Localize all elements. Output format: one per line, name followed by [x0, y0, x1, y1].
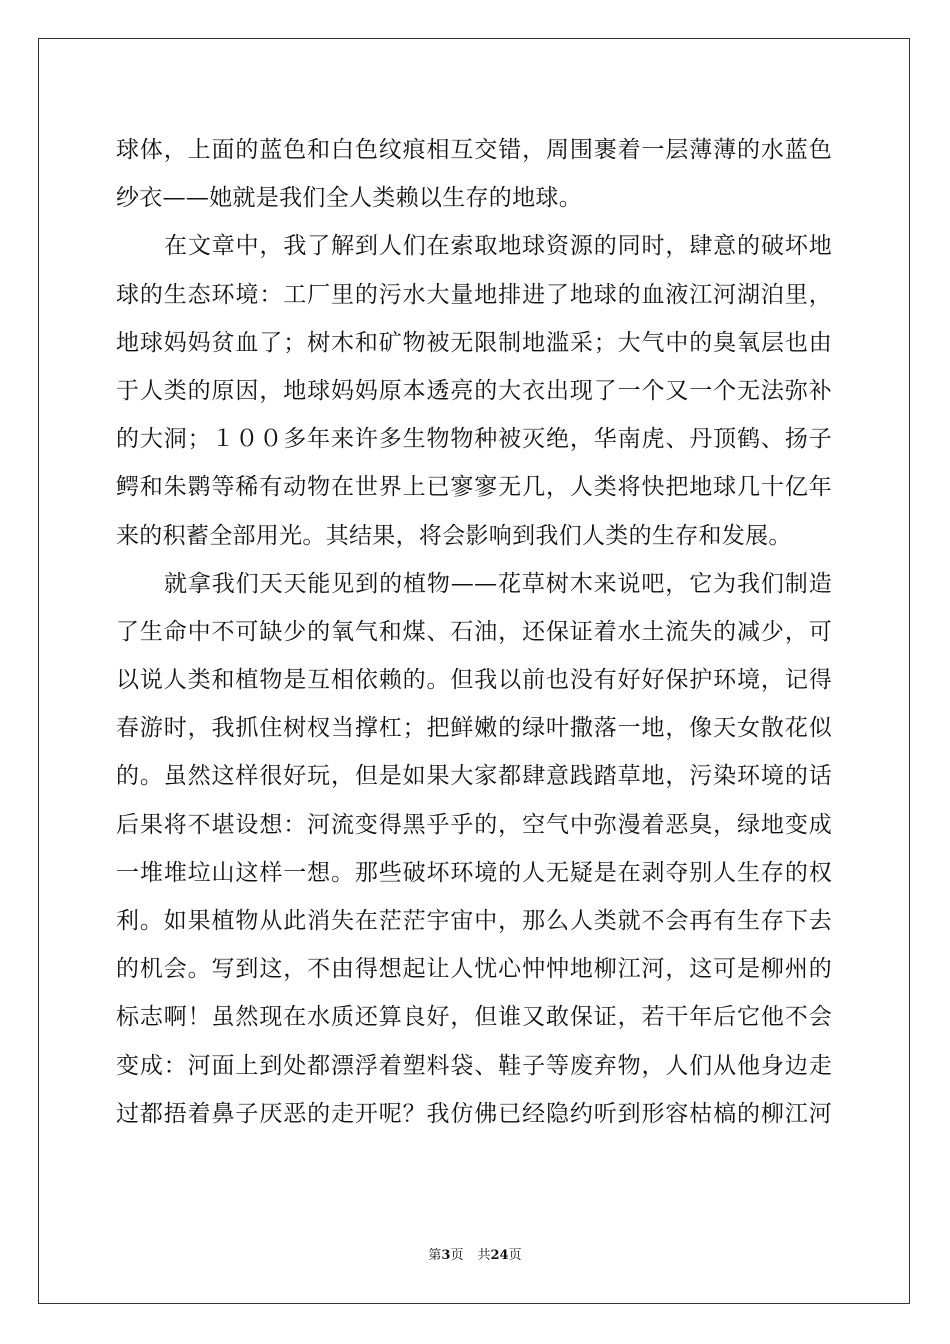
- text-line-18: 的机会。写到这，不由得想起让人忧心忡忡地柳江河，这可是柳州的: [116, 956, 832, 983]
- text-line-10: 就拿我们天天能见到的植物——花草树木来说吧，它为我们制造: [164, 570, 832, 597]
- text-line-16: 一堆堆垃山这样一想。那些破坏环境的人无疑是在剥夺别人生存的权: [116, 859, 832, 886]
- page-number: 3: [441, 1248, 451, 1263]
- text-line-14: 的。虽然这样很好玩，但是如果大家都肆意践踏草地，污染环境的话: [116, 763, 832, 790]
- text-line-5: 地球妈妈贫血了；树木和矿物被无限制地滥采；大气中的臭氧层也由: [116, 329, 832, 356]
- page-suffix: 页: [450, 1248, 464, 1263]
- text-line-11: 了生命中不可缺少的氧气和煤、石油，还保证着水土流失的减少，可: [116, 618, 832, 645]
- total-pages: 24: [490, 1248, 509, 1263]
- text-line-8: 鳄和朱鹮等稀有动物在世界上已寥寥无几，人类将快把地球几十亿年: [116, 474, 832, 501]
- text-line-13: 春游时，我抓住树杈当撑杠；把鲜嫩的绿叶撒落一地，像天女散花似: [116, 715, 832, 742]
- text-line-4: 球的生态环境：工厂里的污水大量地排进了地球的血液江河湖泊里，: [116, 281, 832, 308]
- text-line-20: 变成：河面上到处都漂浮着塑料袋、鞋子等废弃物，人们从他身边走: [116, 1052, 832, 1079]
- text-line-1: 球体，上面的蓝色和白色纹痕相互交错，周围裹着一层薄薄的水蓝色: [116, 137, 832, 163]
- page-prefix: 第: [428, 1248, 442, 1263]
- text-line-19: 标志啊！虽然现在水质还算良好，但谁又敢保证，若干年后它他不会: [116, 1004, 832, 1031]
- text-line-21: 过都捂着鼻子厌恶的走开呢？我仿佛已经隐约听到形容枯槁的柳江河: [116, 1100, 832, 1127]
- text-line-9: 来的积蓄全部用光。其结果，将会影响到我们人类的生存和发展。: [116, 522, 792, 549]
- page-footer: [0, 1244, 950, 1263]
- total-prefix: 共: [477, 1248, 491, 1263]
- text-line-7: 的大洞；１００多年来许多生物物种被灭绝，华南虎、丹顶鹤、扬子: [116, 426, 832, 453]
- text-line-17: 利。如果植物从此消失在茫茫宇宙中，那么人类就不会再有生存下去: [116, 908, 832, 934]
- text-line-6: 于人类的原因，地球妈妈原本透亮的大衣出现了一个又一个无法弥补: [116, 377, 832, 404]
- document-body: [116, 126, 832, 1138]
- text-line-15: 后果将不堪设想：河流变得黑乎乎的，空气中弥漫着恶臭，绿地变成: [116, 811, 832, 838]
- total-suffix: 页: [508, 1248, 522, 1263]
- text-line-2: 纱衣——她就是我们全人类赖以生存的地球。: [116, 185, 582, 212]
- text-line-3: 在文章中，我了解到人们在索取地球资源的同时，肆意的破坏地: [164, 233, 832, 260]
- text-line-12: 以说人类和植物是互相依赖的。但我以前也没有好好保护环境，记得: [116, 667, 832, 694]
